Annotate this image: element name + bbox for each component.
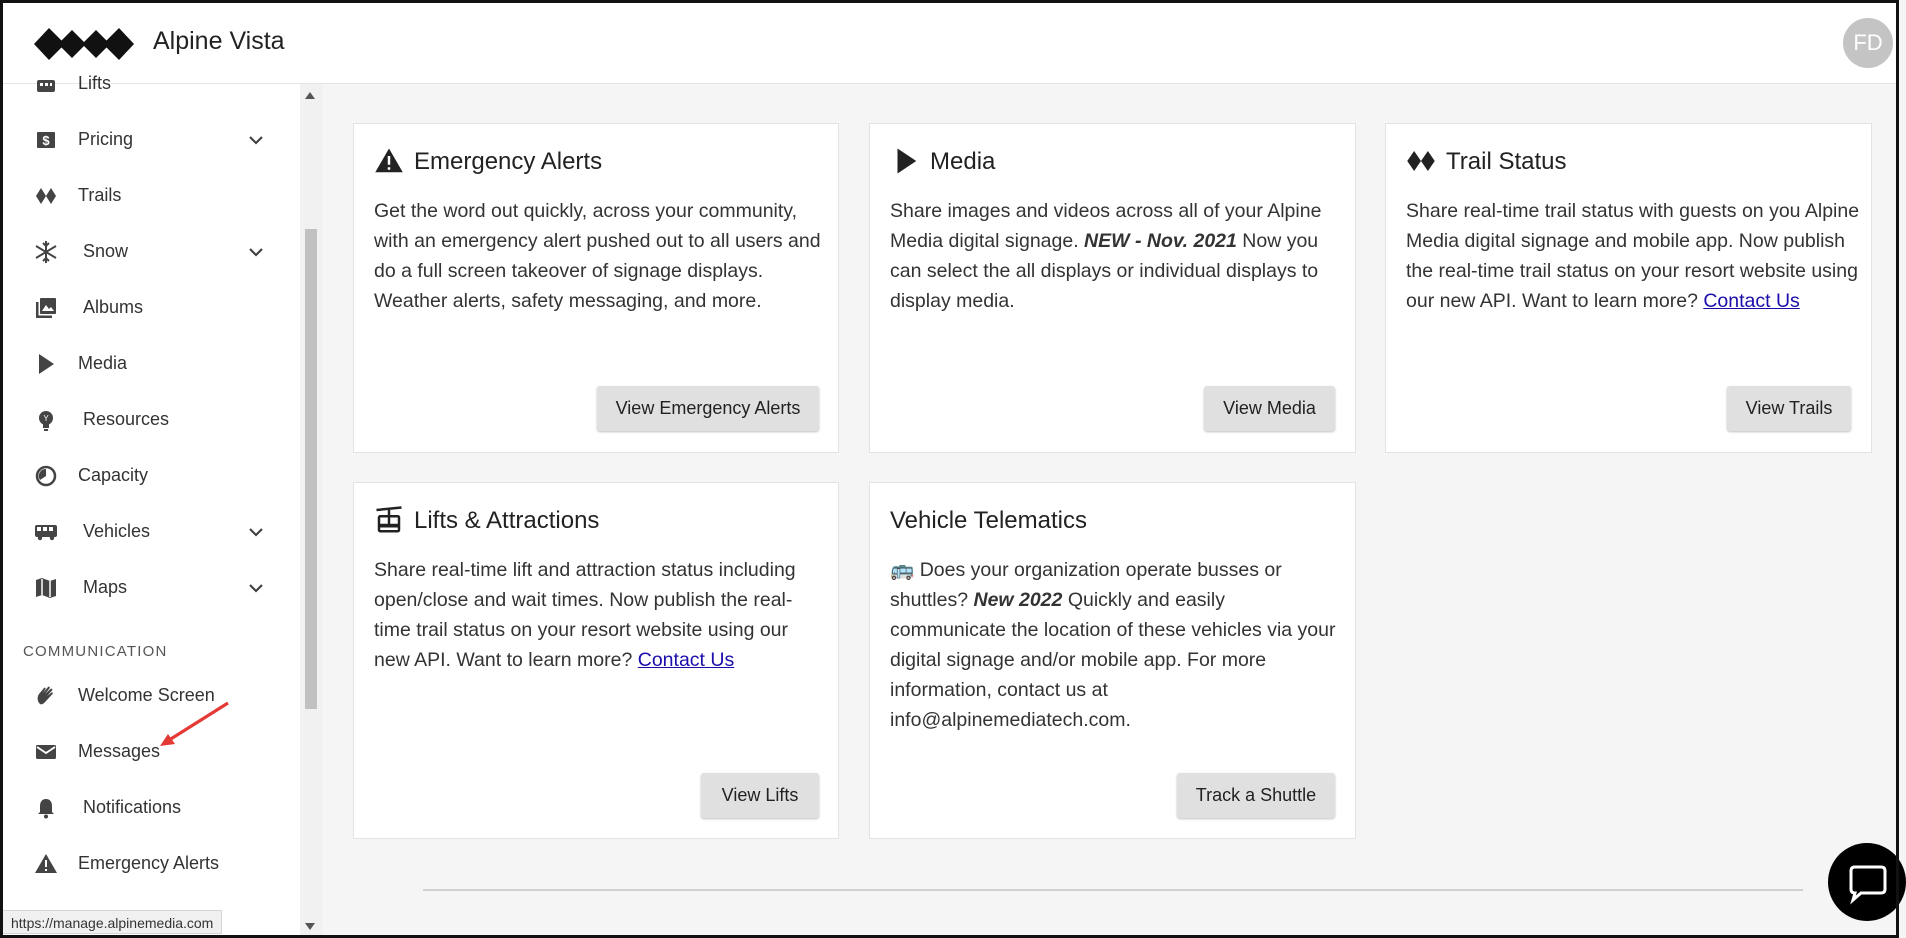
chevron-down-icon[interactable]: [246, 522, 266, 542]
card-title: Vehicle Telematics: [890, 507, 1087, 534]
sidebar-item-label: Pricing: [78, 129, 134, 149]
photo-albums-icon: [34, 296, 58, 320]
lightbulb-icon: [34, 408, 58, 432]
card-media: [869, 123, 1356, 453]
card-lifts-attractions: [353, 482, 839, 839]
card-body-text: Quickly and easily communicate the location of these vehicles via your digital signage and/or mobile app. For more information, contact us at info@alpinemediatech.com.: [890, 589, 1336, 731]
annotation-arrow-icon: [150, 694, 240, 754]
trail-diamonds-icon: [34, 184, 58, 208]
card-title: Lifts & Attractions: [414, 507, 600, 534]
sidebar-item-media[interactable]: [0, 340, 300, 388]
sidebar-item-notifications[interactable]: [0, 784, 300, 832]
waving-hand-icon: [34, 684, 58, 708]
sidebar-item-trails[interactable]: [0, 172, 300, 220]
snowflake-icon: [34, 240, 58, 264]
trail-diamonds-icon: [1406, 146, 1436, 176]
section-label-communication: COMMUNICATION: [23, 643, 168, 660]
chevron-down-icon[interactable]: [246, 242, 266, 262]
sidebar-item-pricing[interactable]: [0, 116, 300, 164]
card-body: [890, 555, 1345, 735]
warning-icon: [34, 852, 58, 876]
scrollbar-thumb[interactable]: [305, 229, 317, 709]
card-body: Get the word out quickly, across your community, with an emergency alert pushed out to all users and do a full screen takeover of signage displays. Weather alerts, safety messaging, and more.: [374, 200, 821, 312]
user-avatar[interactable]: FD: [1843, 18, 1893, 68]
card-vehicle-telematics: [869, 482, 1356, 839]
bus-emoji-icon: 🚌: [890, 559, 915, 581]
card-title: Emergency Alerts: [414, 148, 603, 175]
sidebar-item-label: Trails: [78, 185, 122, 205]
card-body: [1406, 196, 1861, 316]
sidebar-item-resources[interactable]: [0, 396, 300, 444]
play-icon: [34, 352, 58, 376]
sidebar-item-label: Notifications: [83, 797, 182, 817]
chevron-down-icon[interactable]: [246, 578, 266, 598]
gondola-lift-icon: [374, 505, 404, 535]
sidebar-scrollbar[interactable]: [300, 84, 322, 938]
sidebar-item-emergency-alerts[interactable]: [0, 840, 300, 888]
sidebar-item-albums[interactable]: [0, 284, 300, 332]
sidebar-item-label: Media: [78, 353, 128, 373]
bus-icon: [32, 520, 60, 544]
alpine-logo-icon[interactable]: [34, 26, 134, 62]
new-badge-text: NEW - Nov. 2021: [1084, 230, 1237, 252]
scroll-down-arrow-icon[interactable]: [305, 923, 315, 930]
map-icon: [34, 576, 58, 600]
sidebar-item-label: Capacity: [78, 465, 149, 485]
new-badge-text: New 2022: [973, 589, 1063, 611]
card-body: [374, 555, 829, 675]
sidebar-item-lifts[interactable]: [0, 60, 300, 108]
view-trails-button[interactable]: View Trails: [1727, 386, 1851, 431]
card-body-text: Share images and videos across all of your Alpine Media digital signage.: [890, 200, 1322, 252]
sidebar-item-label: Lifts: [78, 73, 112, 93]
app-title: Alpine Vista: [153, 27, 285, 55]
sidebar-item-maps[interactable]: [0, 564, 300, 612]
track-a-shuttle-button[interactable]: Track a Shuttle: [1177, 773, 1335, 818]
sidebar-item-capacity[interactable]: [0, 452, 300, 500]
sidebar-item-label: Welcome Screen: [78, 685, 215, 705]
svg-text:Y: Y: [43, 414, 49, 423]
card-body-text: Share real-time lift and attraction status including open/close and wait times. Now publish the real-time trail status on your resort website using our new API. Want to learn more?: [374, 559, 796, 671]
card-title: Media: [930, 148, 996, 175]
contact-us-link[interactable]: Contact Us: [637, 649, 735, 671]
sidebar-item-snow[interactable]: [0, 228, 300, 276]
play-icon: [890, 146, 920, 176]
sidebar-item-label: Resources: [83, 409, 170, 429]
content-divider: [423, 889, 1803, 891]
bell-icon: [34, 796, 58, 820]
sidebar-item-label: Emergency Alerts: [78, 853, 220, 873]
card-body: [890, 196, 1345, 316]
sidebar-item-label: Vehicles: [83, 521, 151, 541]
sidebar-item-label: Messages: [78, 741, 161, 761]
card-body-text: Does your organization operate busses or shuttles?: [890, 559, 1282, 611]
gauge-icon: [34, 464, 58, 488]
lift-icon: [34, 72, 58, 96]
card-body-text: Now you can select the all displays or individual displays to display media.: [890, 230, 1319, 312]
sidebar-item-vehicles[interactable]: [0, 508, 300, 556]
card-title: Trail Status: [1446, 148, 1567, 175]
card-body-text: Share real-time trail status with guests on you Alpine Media digital signage and mobile app. Now publish the real-time trail status on your resort website using our new API. Want to learn more?: [1406, 200, 1860, 312]
card-trail-status: [1385, 123, 1872, 453]
view-media-button[interactable]: View Media: [1204, 386, 1335, 431]
scroll-up-arrow-icon[interactable]: [305, 92, 315, 99]
sidebar-item-label: Maps: [83, 577, 128, 597]
card-emergency-alerts: [353, 123, 839, 453]
chevron-down-icon[interactable]: [246, 130, 266, 150]
chat-bubble-icon: [1847, 863, 1887, 903]
status-bar-url: https://manage.alpinemedia.com: [3, 910, 222, 934]
sidebar-item-label: Albums: [83, 297, 144, 317]
view-lifts-button[interactable]: View Lifts: [701, 773, 819, 818]
chat-launcher-button[interactable]: [1828, 843, 1906, 921]
sidebar-nav: [0, 73, 300, 938]
svg-text:$: $: [42, 133, 50, 148]
warning-icon: [374, 146, 404, 176]
envelope-icon: [34, 740, 58, 764]
dollar-icon: [34, 128, 58, 152]
sidebar-item-label: Snow: [83, 241, 129, 261]
contact-us-link[interactable]: Contact Us: [1703, 290, 1800, 312]
view-emergency-alerts-button[interactable]: View Emergency Alerts: [597, 386, 819, 431]
